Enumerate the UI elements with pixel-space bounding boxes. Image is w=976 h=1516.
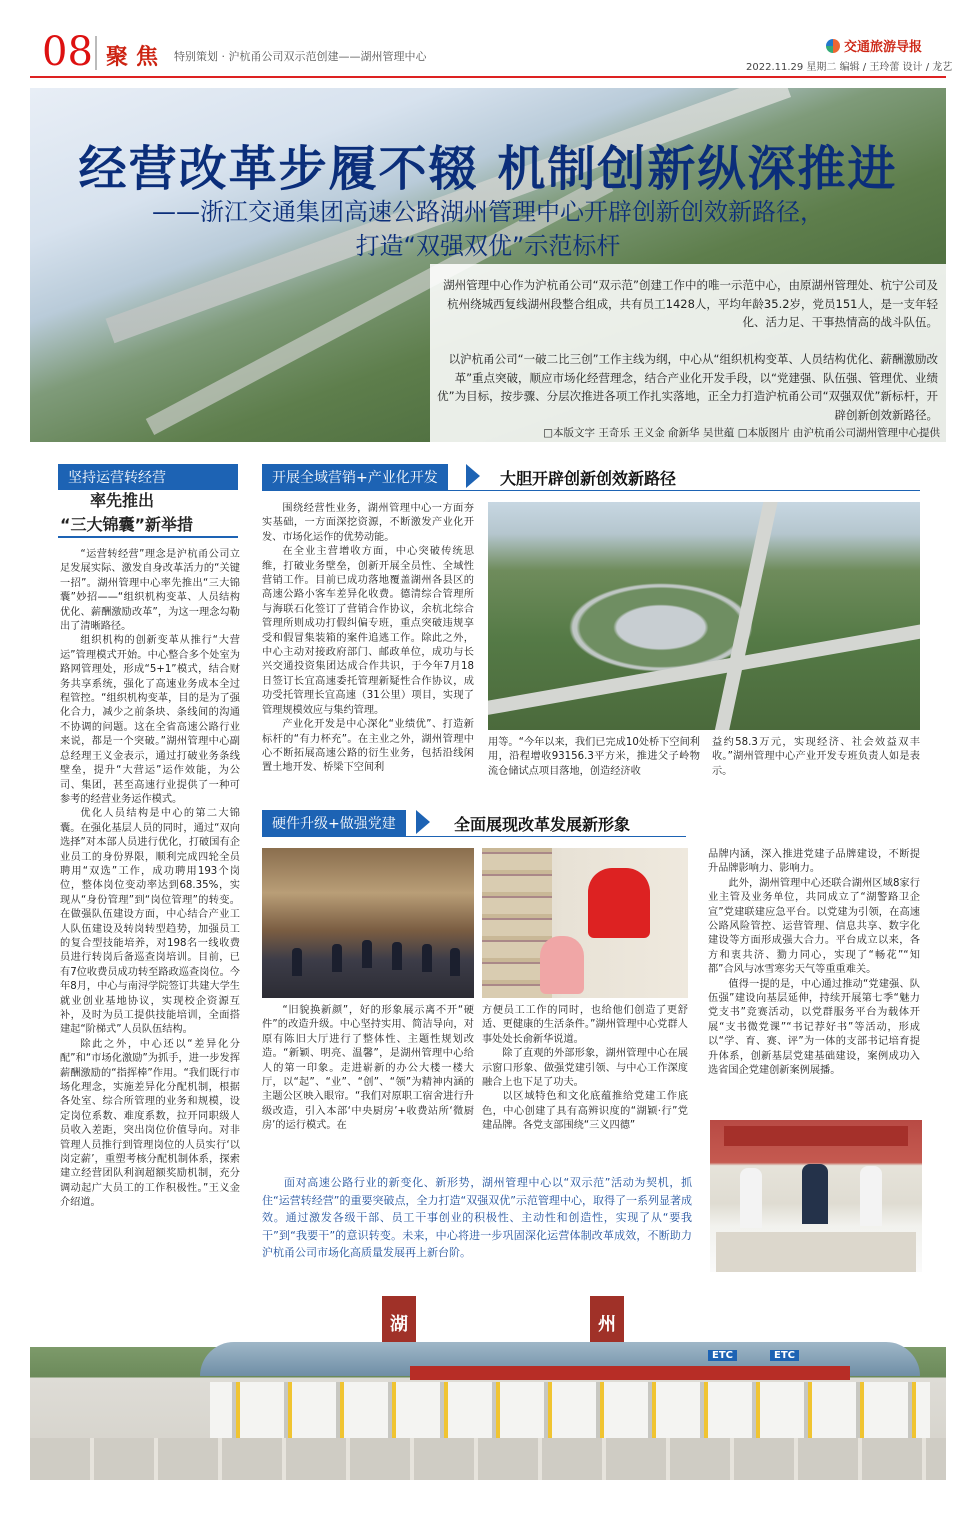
gate-sign: 州 bbox=[598, 1314, 616, 1335]
page-number: 08 bbox=[42, 29, 93, 75]
table-graphic bbox=[716, 1232, 916, 1272]
signing-ceremony-photo bbox=[710, 1120, 922, 1272]
person-figure bbox=[362, 940, 372, 968]
person-figure bbox=[450, 948, 460, 976]
market-column bbox=[712, 736, 920, 779]
article-paragraph: 优化人员结构是中心的第二大锦囊。在强化基层人员的同时，通过“双向选择”对本部人员进行优化，打破国有企业员工的身份界限，顺利完成四轮全员聘用“双选”工作，成功聘用193个岗位，整体岗位变动率达到68.35%，实现从“身份管理”到“岗位管理”的转变。在做强队伍建设方面，中心结合产业工人队伍建设及转岗转型趋势，加强员工的复合型技能培养，对198名一线收费员进行转岗后备巡查岗培训。目前，已有7位收费员成功转至路政巡查岗位。今年8月，中心与南浔学院签订共建大学生就业创业基地协议，实现校企资源互补，及时为员工提供技能培训，全面搭建起“阶梯式”人员队伍结构。 bbox=[60, 808, 240, 1036]
header-subtitle: 特别策划 · 沪杭甬公司双示范创建——湖州管理中心 bbox=[174, 50, 427, 63]
article-paragraph: 产业化开发是中心深化“业绩优”、打造新标杆的“有力杯充”。在主业之外，湖州管理中心不断拓展高速公路的衍生业务，包括沿线闲置土地开发、桥梁下空间利 bbox=[262, 719, 474, 774]
section-tag: 硬件升级+做强党建 bbox=[262, 810, 406, 836]
article-paragraph: “运营转经营”理念是沪杭甬公司立足发展实际、激发自身改革活力的“关键一招”。湖州管理中心率先推出“三大锦囊”妙招——“组织机构变革、人员结构优化、薪酬激励改革”，为这一理念勾勒出了清晰路径。 bbox=[60, 549, 240, 633]
banner-graphic bbox=[724, 1126, 908, 1146]
road-graphic bbox=[488, 620, 920, 717]
toll-lanes bbox=[210, 1382, 930, 1438]
credit-line: □本版文字 王奇乐 王义金 俞新华 吴世蕴 □本版图片 由沪杭甬公司湖州管理中心提供 bbox=[543, 427, 940, 439]
article-paragraph: 除了直观的外部形象，湖州管理中心在展示窗口形象、做强党建引领、与中心工作深度融合上也下足了功夫。 bbox=[482, 1048, 688, 1089]
person-figure bbox=[802, 1164, 828, 1224]
person-figure bbox=[292, 948, 302, 976]
market-column bbox=[262, 502, 474, 776]
road-graphic bbox=[711, 502, 779, 730]
volunteer-figure bbox=[588, 868, 650, 938]
intro-paragraph: 以沪杭甬公司“一破二比三创”工作主线为纲，中心从“组织机构变革、人员结构优化、薪酬激励改革”重点突破，顺应市场化经营理念，结合产业化开发手段，以“党建强、队伍强、管理优、业绩优”为目标，按步骤、分层次推进各项工作扎实落地，正全力打造沪杭甬公司“双强双优”新标杆，开辟创新创效新路径。 bbox=[437, 352, 938, 422]
road-surface bbox=[30, 1438, 946, 1480]
etc-sign: ETC bbox=[770, 1350, 799, 1361]
header-rule bbox=[30, 76, 946, 78]
article-paragraph: 此外，湖州管理中心还联合湖州区域8家行业主管及业务单位，共同成立了“湖警路卫企宣”党建联建应急平台。以党建为引领，在高速公路风险管控、运营管理、信息共享、数字化建设等方面形成强大合力。平台成立以来，各方和衷共济、勠力同心，实现了“畅花”“知都”合风与冰雪寒劣天气等重重难关。 bbox=[708, 877, 920, 976]
article-paragraph: 以区域特色和文化底蕴推给党建工作底色，中心创建了具有高辨识度的“湖颖·行”党建品牌。各党支部围绕“三义四德” bbox=[482, 1091, 688, 1132]
article-paragraph: 在全业主营增收方面，中心突破传统思维，打破业务壁垒，创新开展全员性、全域性营销工作。目前已成功落地覆盖湖州各县区的高速公路小客车差异化收费。德清综合管理所与海联石化签订了营销合作协议，余杭北综合管理所则成功打假纠偏专班，重点突破违规享受和假冒集装箱的案件追逃工作。除此之外，中心主动对接政府部门、邮政单位，成功与长兴交通投资集团达成合作共识，于今年7月18日签订长宜高速委托管理新疑性合作协议，成功受托管理长宜高速（31公里）项目，实现了管理规模效应与集约管理。 bbox=[262, 546, 474, 716]
gate-sign: 湖 bbox=[390, 1314, 408, 1335]
paper-logo bbox=[826, 36, 922, 55]
hardware-column bbox=[708, 848, 920, 1079]
article-paragraph: 品牌内涵，深入推进党建子品牌建设，不断提升品牌影响力、影响力。 bbox=[708, 849, 920, 875]
article-paragraph: “旧貌换新颜”，好的形象展示离不开“硬件”的改造升级。中心坚持实用、简洁导向，对原有陈旧大厅进行了整体性、主题性规划改造。“新颖、明亮、温馨”，是湖州管理中心给人的第一印象。走进崭新的办公大楼一楼大厅，以“起”、“业”、“创”、“领”为精神内涵的主题公区映入眼帘。“我们对原职工宿舍进行升级改造，引入本部‘中央厨房’+收费站所‘微厨房’的运行模式。在 bbox=[262, 1005, 474, 1132]
meeting-photo bbox=[262, 848, 474, 998]
left-headline-line2: “三大锦囊”新举措 bbox=[60, 515, 194, 534]
hardware-column bbox=[262, 1004, 474, 1134]
intro-paragraph: 湖州管理中心作为沪杭甬公司“双示范”创建工作中的唯一示范中心，由原湖州管理处、杭宁公司及杭州绕城西复线湖州段整合组成，共有员工1428人，平均年龄35.2岁，党员151人，是一支年轻化、活力足、干事热情高的战斗队伍。 bbox=[443, 278, 938, 329]
market-column bbox=[488, 736, 700, 779]
section-rule bbox=[262, 836, 686, 837]
sub-headline-line2: 打造“双强双优”示范标杆 bbox=[355, 232, 621, 260]
logo-icon bbox=[826, 39, 840, 53]
sub-headline-line1: ——浙江交通集团高速公路湖州管理中心开辟创新创效新路径， bbox=[152, 198, 824, 226]
arrow-icon bbox=[466, 464, 480, 488]
article-paragraph: 除此之外，中心还以“差异化分配”和“市场化激励”为抓手，进一步发挥薪酬激励的“指挥棒”作用。“我们既行市场化理念，实施差异化分配机制，根据各处室、综合所管理的业务和规模，设定岗位系数、难度系数，拉开同职级人员收入差距，突出岗位价值导向。对非管理人员推行到管理岗位的人员实行‘以岗定薪’，重塑考核分配机制体系，探索建立经营团队利润超额奖励机制，充分调动起广大员工的工作积极性。”王义金介绍道。 bbox=[60, 1038, 240, 1209]
hardware-column bbox=[482, 1004, 688, 1134]
header-divider bbox=[95, 36, 97, 70]
left-article bbox=[60, 548, 240, 1211]
person-figure bbox=[860, 1166, 882, 1226]
summary-paragraph: 面对高速公路行业的新变化、新形势，湖州管理中心以“双示范”活动为契机，抓住“运营转经营”的重要突破点，全力打造“双强双优”示范管理中心，取得了一系列显著成效。通过激发各级干部、员工干事创业的积极性、主动性和创造性，实现了从“要我干”到“我要干”的意识转变。未来，中心将进一步巩固深化运营体制改革成效，不断助力沪杭甬公司市场化高质量发展再上新台阶。 bbox=[262, 1176, 692, 1259]
section-tag: 坚持运营转经营 bbox=[58, 464, 238, 490]
left-headline-line1: 率先推出 bbox=[90, 491, 155, 510]
section-rule bbox=[262, 490, 920, 491]
section-tag: 开展全域营销+产业化开发 bbox=[262, 464, 448, 490]
person-figure bbox=[332, 944, 342, 972]
canopy-band bbox=[410, 1366, 850, 1380]
hero-photo bbox=[30, 88, 946, 442]
person-figure bbox=[422, 944, 432, 972]
section-name: 聚焦 bbox=[106, 45, 167, 70]
toll-plaza-photo bbox=[30, 1290, 946, 1480]
headline-rule bbox=[58, 536, 238, 538]
article-paragraph: 组织机构的创新变革从推行“大营运”管理模式开始。中心整合多个处室为路网管理处，形成“5+1”模式，结合财务共享系统，强化了高速业务成本全过程管控。“组织机构变革，目的是为了强化合力，减少之前条块、条线间的沟通不协调的问题。这在全省高速公路行业来说，都是一个突破。”湖州管理中心副总经理王义金表示，通过打破业务条线壁垒，提升“大营运”运作效能，为公司、集团，甚至高速行业提供了一种可参考的经营业务运作模式。 bbox=[60, 635, 240, 805]
reading-room-photo bbox=[482, 848, 688, 998]
main-headline: 经营改革步履不辍 机制创新纵深推进 bbox=[78, 141, 898, 197]
child-figure bbox=[540, 936, 584, 994]
date-line: 2022.11.29 星期二 编辑 / 王玲蕾 设计 / 龙艺 bbox=[746, 62, 953, 73]
article-paragraph: 方便员工工作的同时，也给他们创造了更舒适、更健康的生活条件。”湖州管理中心党群人事处处长俞新华说道。 bbox=[482, 1005, 688, 1045]
article-paragraph: 值得一提的是，中心通过推动“党建强、队伍强”建设向基层延伸，持续开展第七季“魅力党支书”竞赛活动，以党群服务平台为载体开展“支书微党课”“书记荐好书”等活动，形成以“学、育、赛、评”为一体的支部书记培育提升体系，创新基层党建基础建设，案例成功入选省国企党建创新案例展播。 bbox=[708, 978, 920, 1077]
article-paragraph: 用等。“今年以来，我们已完成10处桥下空间利用，沿程增收93156.3平方米，推进父子岭物流仓储试点项目落地，创造经济收 bbox=[488, 737, 700, 777]
etc-sign: ETC bbox=[708, 1350, 737, 1361]
person-figure bbox=[740, 1168, 762, 1228]
paper-name: 交通旅游导报 bbox=[844, 40, 923, 55]
article-paragraph: 益约58.3万元，实现经济、社会效益双丰收。”湖州管理中心产业开发专班负责人如是表示。 bbox=[712, 737, 920, 777]
interchange-photo bbox=[488, 502, 920, 730]
arrow-icon bbox=[416, 810, 430, 834]
person-figure bbox=[392, 942, 402, 970]
section-title: 全面展现改革发展新形象 bbox=[454, 815, 631, 834]
article-paragraph: 围绕经营性业务，湖州管理中心一方面夯实基础，一方面深挖资源，不断激发产业化开发、市场化运作的优势动能。 bbox=[262, 503, 474, 543]
section-title: 大胆开辟创新创效新路径 bbox=[500, 469, 677, 488]
